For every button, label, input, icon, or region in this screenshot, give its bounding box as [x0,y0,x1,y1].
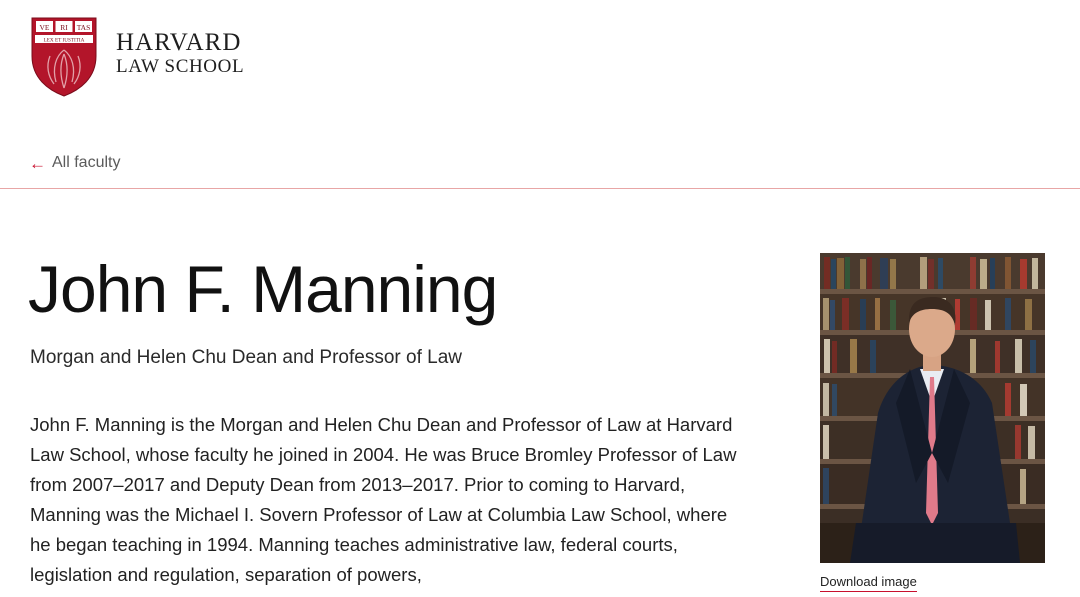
site-header [0,0,1080,120]
faculty-portrait-photo [820,253,1045,563]
svg-text:TAS: TAS [76,23,91,32]
logo-line-harvard: HARVARD [116,29,242,56]
header-divider [0,188,1080,189]
svg-text:RI: RI [60,23,68,32]
svg-text:VE: VE [39,23,50,32]
svg-text:LEX ET IUSTITIA: LEX ET IUSTITIA [43,37,85,44]
logo-wordmark [116,30,244,76]
harvard-shield-logo [30,16,98,98]
all-faculty-link[interactable] [29,154,120,172]
logo-line-law-school: LAW SCHOOL [116,56,245,77]
arrow-left-icon: ← [29,153,46,173]
faculty-name: John F. Manning [28,252,498,326]
download-image-link[interactable]: Download image [820,574,917,592]
all-faculty-label: All faculty [52,154,121,171]
harvard-law-logo-link[interactable] [30,16,244,98]
faculty-title: Morgan and Helen Chu Dean and Professor of Law [30,347,462,368]
faculty-bio: John F. Manning is the Morgan and Helen Chu Dean and Professor of Law at Harvard Law School, whose faculty he joined in 2004. He was Bruce Bromley Professor of Law from 2007–2017 and Deputy Dean from 2013–2017. Prior to coming to Harvard, Manning was the Michael I. Sovern Professor of Law at Columbia Law School, where he began teaching in 1994. Manning teaches administrative law, federal courts, legislation and regulation, separation of powers, [30,414,737,585]
